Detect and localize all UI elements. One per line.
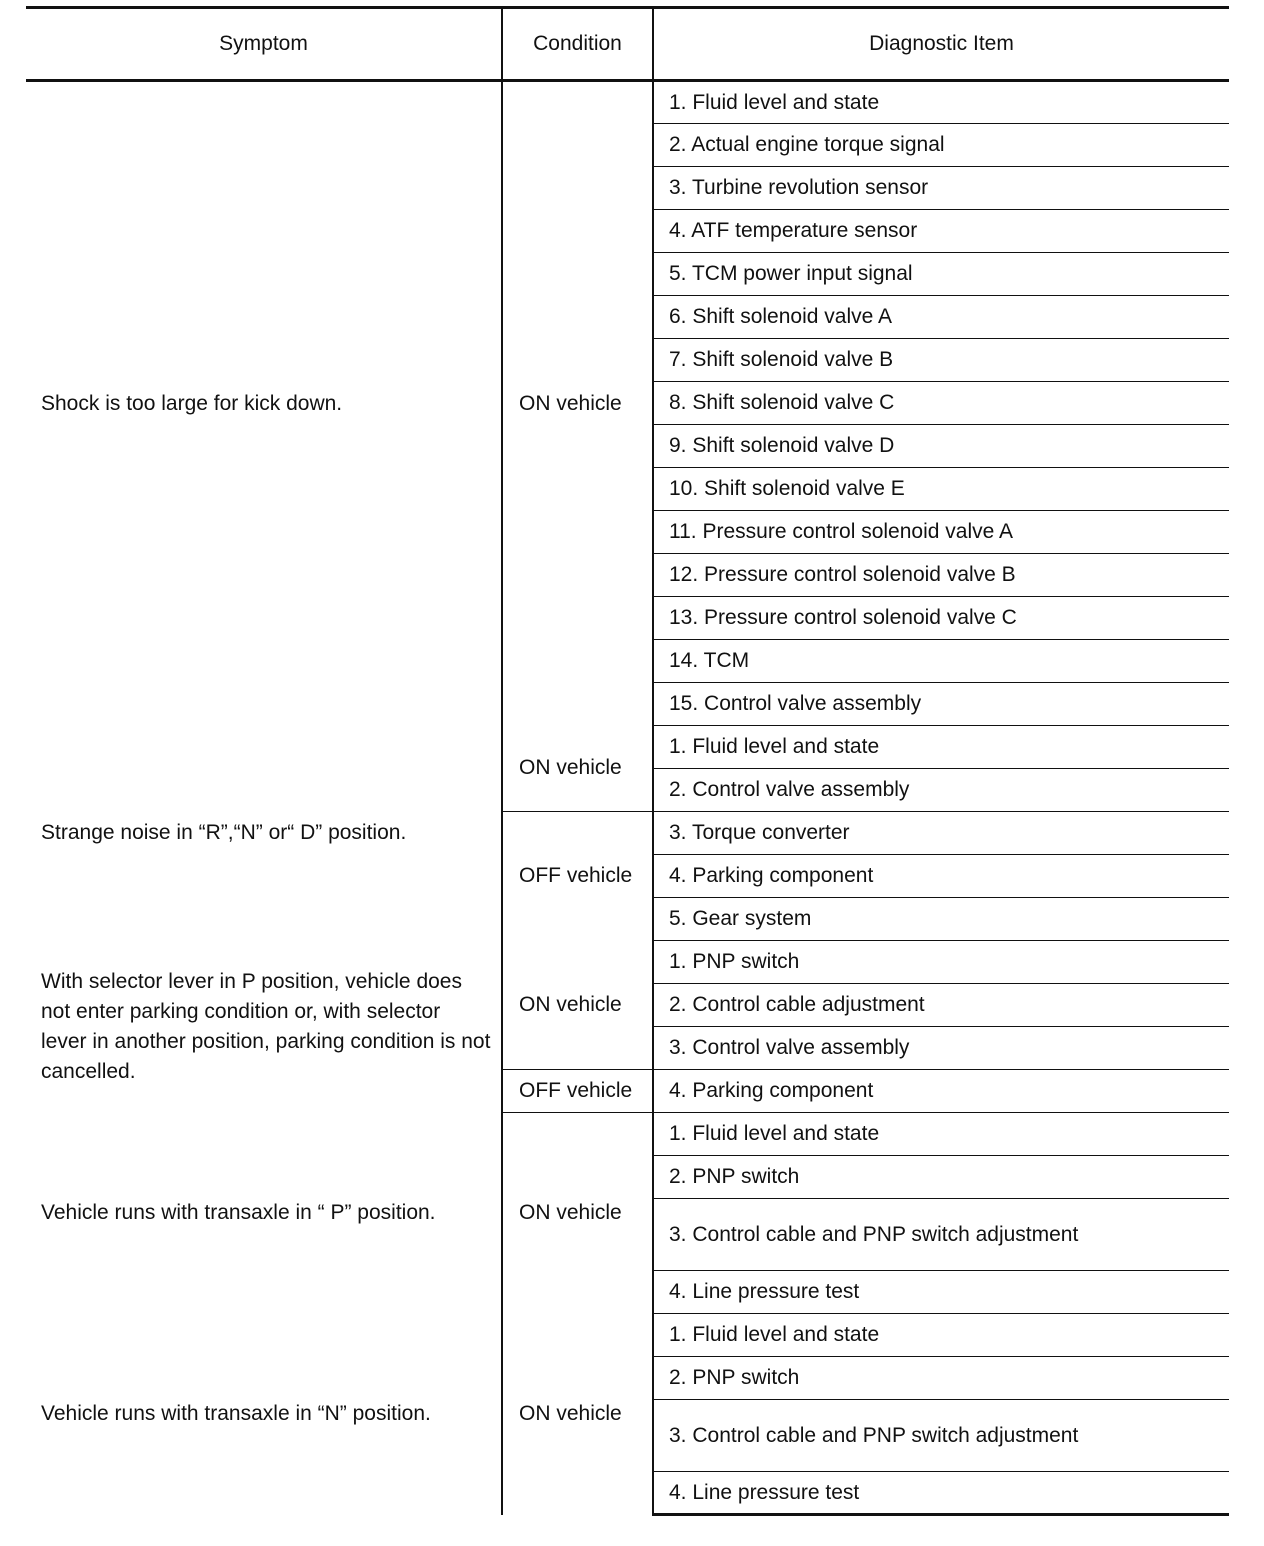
diagnostic-item-cell: 14. TCM <box>653 640 1229 683</box>
symptom-cell: Shock is too large for kick down. <box>41 391 343 415</box>
diagnostic-item-cell: 2. PNP switch <box>653 1156 1229 1199</box>
diagnostic-item-cell: 4. Parking component <box>653 855 1229 898</box>
diagnostic-item-cell: 2. Control cable adjustment <box>653 984 1229 1027</box>
symptom-cell: Vehicle runs with transaxle in “ P” position. <box>41 1201 436 1224</box>
diagnostic-item-cell: 1. Fluid level and state <box>653 1314 1229 1357</box>
diagnostic-item-cell: 3. Control valve assembly <box>653 1027 1229 1070</box>
table-row <box>26 1113 1229 1156</box>
table-row <box>26 81 1229 124</box>
symptom-cell: Vehicle runs with transaxle in “N” position. <box>41 1402 431 1425</box>
diagnostic-item-cell: 13. Pressure control solenoid valve C <box>653 597 1229 640</box>
diagnostic-item-cell: 7. Shift solenoid valve B <box>653 339 1229 382</box>
diagnostic-item-cell: 2. Actual engine torque signal <box>653 124 1229 167</box>
diagnostic-item-cell: 4. ATF temperature sensor <box>653 210 1229 253</box>
diagnostic-item-cell: 3. Torque converter <box>653 812 1229 855</box>
header-row <box>26 8 1229 81</box>
diagnostic-item-cell: 11. Pressure control solenoid valve A <box>653 511 1229 554</box>
diagnostic-item-cell: 5. TCM power input signal <box>653 253 1229 296</box>
diagnostic-item-cell: 3. Control cable and PNP switch adjustment <box>653 1199 1229 1271</box>
diagnostic-table <box>26 6 1229 1516</box>
table-body <box>26 81 1229 1515</box>
condition-cell: ON vehicle <box>502 1314 653 1515</box>
diagnostic-item-cell: 4. Line pressure test <box>653 1271 1229 1314</box>
symptom-cell: Strange noise in “R”,“N” or“ D” position. <box>41 821 407 844</box>
diagnostic-item-cell: 1. PNP switch <box>653 941 1229 984</box>
table-row <box>26 726 1229 769</box>
table-row <box>26 1314 1229 1357</box>
diagnostic-item-cell: 12. Pressure control solenoid valve B <box>653 554 1229 597</box>
diagnostic-item-cell: 4. Parking component <box>653 1070 1229 1113</box>
diagnostic-item-cell: 1. Fluid level and state <box>653 726 1229 769</box>
diagnostic-item-cell: 6. Shift solenoid valve A <box>653 296 1229 339</box>
diagnostic-item-cell: 1. Fluid level and state <box>653 1113 1229 1156</box>
diagnostic-item-cell: 9. Shift solenoid valve D <box>653 425 1229 468</box>
diagnostic-item-cell: 3. Turbine revolution sensor <box>653 167 1229 210</box>
condition-cell: ON vehicle <box>502 941 653 1070</box>
condition-cell: ON vehicle <box>502 726 653 812</box>
symptom-cell: With selector lever in P position, vehicle does not enter parking condition or, with selector lever in another position, parking condition is not cancelled. <box>41 969 491 1083</box>
diagnostic-item-cell: 1. Fluid level and state <box>653 81 1229 124</box>
condition-cell: ON vehicle <box>502 1113 653 1314</box>
condition-cell: ON vehicle <box>502 81 653 726</box>
diagnostic-item-cell: 4. Line pressure test <box>653 1472 1229 1515</box>
diagnostic-item-cell: 8. Shift solenoid valve C <box>653 382 1229 425</box>
condition-cell: OFF vehicle <box>502 812 653 941</box>
condition-cell: OFF vehicle <box>502 1070 653 1113</box>
diagnostic-item-cell: 2. PNP switch <box>653 1357 1229 1400</box>
diagnostic-item-cell: 2. Control valve assembly <box>653 769 1229 812</box>
diagnostic-item-cell: 10. Shift solenoid valve E <box>653 468 1229 511</box>
diagnostic-item-cell: 3. Control cable and PNP switch adjustment <box>653 1400 1229 1472</box>
diagnostic-item-cell: 15. Control valve assembly <box>653 683 1229 726</box>
header-diagnostic-item: Diagnostic Item <box>653 8 1229 81</box>
table-row <box>26 941 1229 984</box>
header-symptom: Symptom <box>26 8 502 81</box>
diagnostic-item-cell: 5. Gear system <box>653 898 1229 941</box>
header-condition: Condition <box>502 8 653 81</box>
